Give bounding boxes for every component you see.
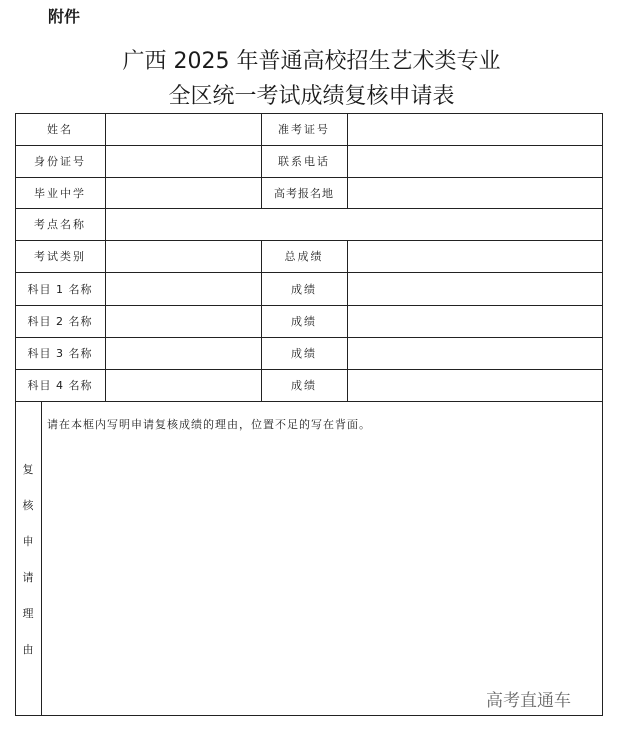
exam-site-field[interactable]	[106, 209, 602, 240]
subject-4-score-field[interactable]	[348, 370, 602, 401]
review-reason-char: 申	[22, 534, 34, 548]
review-reason-char: 核	[22, 498, 34, 512]
label-subject-3-score: 成绩	[291, 347, 317, 360]
watermark-text: 高考直通车	[486, 691, 571, 711]
review-reason-char: 理	[22, 606, 34, 620]
review-reason-char: 复	[22, 462, 34, 476]
subject-2-score-field[interactable]	[348, 306, 602, 337]
table-border-bottom	[15, 715, 603, 716]
school-field[interactable]	[106, 178, 261, 208]
subject-2-name-field[interactable]	[106, 306, 261, 337]
review-application-form	[15, 113, 603, 716]
registration-place-field[interactable]	[348, 178, 602, 208]
review-reason-label	[15, 403, 41, 716]
id-number-field[interactable]	[106, 146, 261, 177]
label-phone: 联系电话	[278, 155, 330, 168]
attachment-label: 附件	[48, 7, 81, 26]
exam-number-field[interactable]	[348, 114, 602, 145]
label-name: 姓名	[47, 123, 73, 136]
label-subject-2-score: 成绩	[291, 315, 317, 328]
label-subject-4: 科目 4 名称	[27, 379, 93, 392]
total-score-field[interactable]	[348, 241, 602, 272]
subject-3-name-field[interactable]	[106, 338, 261, 369]
name-field[interactable]	[106, 114, 261, 145]
label-subject-2: 科目 2 名称	[27, 315, 93, 328]
label-total-score: 总成绩	[284, 250, 324, 263]
form-title-line-2: 全区统一考试成绩复核申请表	[168, 84, 455, 109]
label-exam-site: 考点名称	[34, 218, 86, 231]
form-title-line-1: 广西 2025 年普通高校招生艺术类专业	[122, 49, 501, 74]
subject-3-score-field[interactable]	[348, 338, 602, 369]
review-reason-char: 由	[22, 642, 34, 656]
subject-4-name-field[interactable]	[106, 370, 261, 401]
label-id-number: 身份证号	[34, 155, 86, 168]
subject-1-score-field[interactable]	[348, 273, 602, 305]
table-border-right	[602, 113, 603, 716]
exam-category-field[interactable]	[106, 241, 261, 272]
review-reason-textarea[interactable]	[42, 402, 602, 715]
label-subject-1-score: 成绩	[291, 282, 317, 296]
label-subject-4-score: 成绩	[291, 379, 317, 392]
label-exam-category: 考试类别	[34, 250, 86, 263]
label-subject-1: 科目 1 名称	[27, 282, 93, 296]
review-reason-instruction: 请在本框内写明申请复核成绩的理由，位置不足的写在背面。	[47, 418, 371, 431]
label-registration-place: 高考报名地	[274, 186, 334, 200]
label-exam-number: 准考证号	[278, 123, 330, 136]
phone-field[interactable]	[348, 146, 602, 177]
label-subject-3: 科目 3 名称	[27, 347, 93, 360]
subject-1-name-field[interactable]	[106, 273, 261, 305]
review-reason-char: 请	[22, 570, 34, 584]
label-school: 毕业中学	[34, 186, 86, 200]
